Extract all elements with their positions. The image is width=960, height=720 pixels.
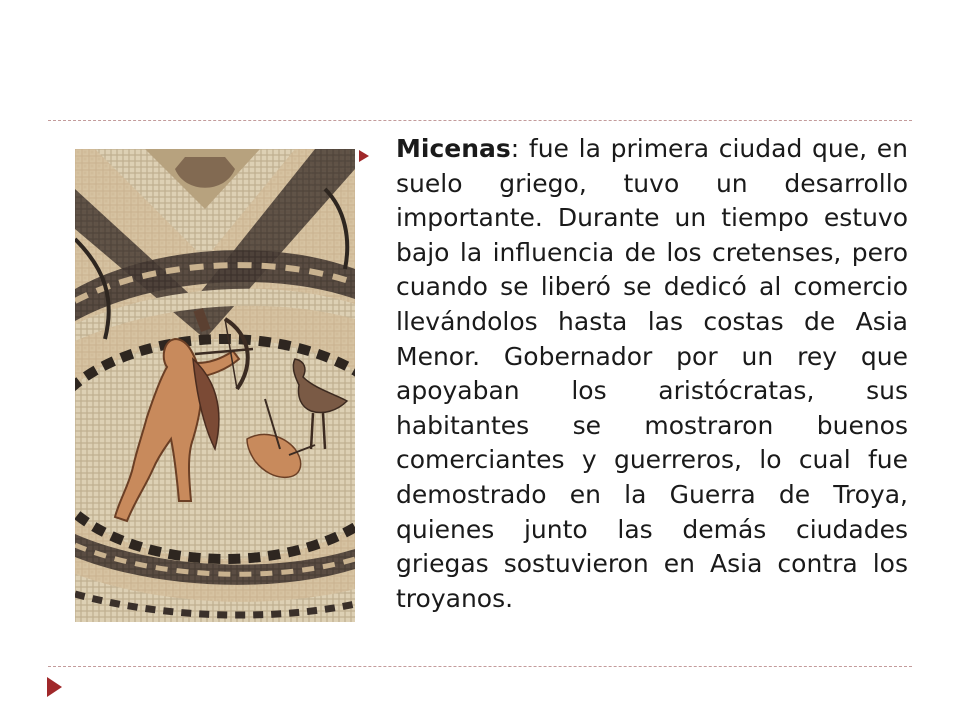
bullet-paragraph [396, 132, 908, 616]
triangle-bullet-icon [357, 149, 371, 163]
next-slide-icon[interactable] [44, 676, 64, 698]
paragraph-text: : fue la primera ciudad que, en suelo griego, tuvo un desarrollo importante. Durante un tiempo estuvo bajo la influencia de los cretenses, pero cuando se liberó se dedicó al comercio llevándolos hasta las costas de Asia Menor. Gobernador por un rey que apoyaban los aristócratas, sus habitantes se mostraron buenos comerciantes y guerreros, lo cual fue demostrado en la Guerra de Troya, quienes junto las demás ciudades griegas sostuvieron en Asia contra los troyanos. [396, 134, 908, 613]
mosaic-image [75, 149, 355, 622]
keyword-micenas: Micenas [396, 134, 511, 163]
bottom-divider [48, 666, 912, 667]
top-divider [48, 120, 912, 121]
